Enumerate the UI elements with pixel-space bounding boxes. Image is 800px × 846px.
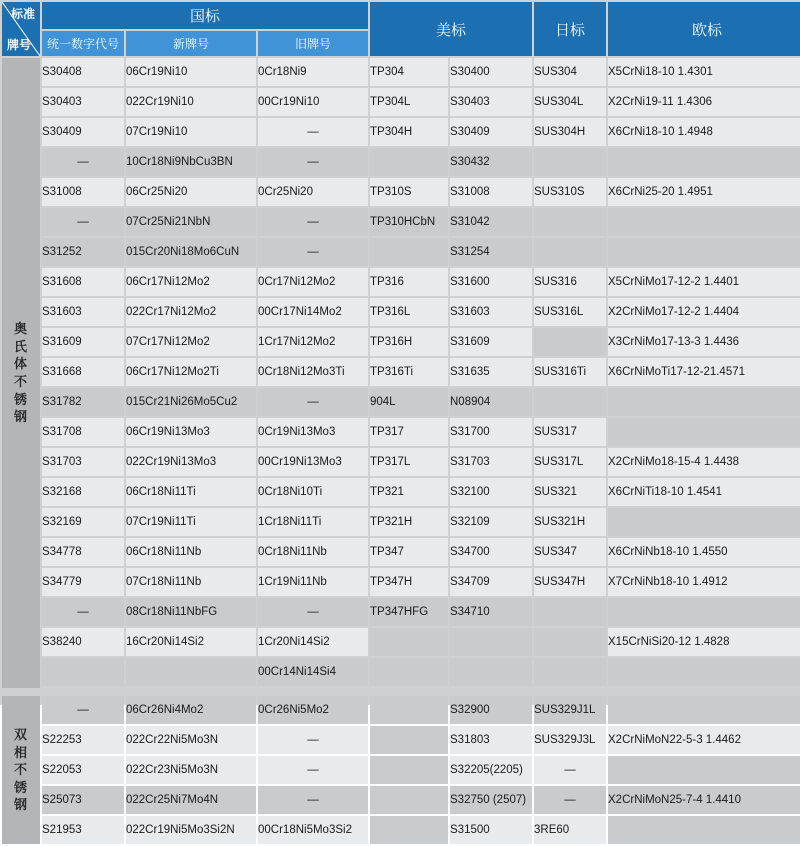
table-cell: SUS347H	[534, 568, 606, 596]
table-cell: SUS329J3L	[534, 726, 606, 754]
corner-header	[2, 2, 40, 56]
table-cell: SUS304H	[534, 118, 606, 146]
table-cell: —	[42, 598, 124, 626]
table-cell: —	[258, 726, 368, 754]
table-cell: S34778	[42, 538, 124, 566]
table-cell: S30409	[42, 118, 124, 146]
table-cell-empty	[608, 756, 800, 784]
table-row	[2, 756, 800, 784]
table-body	[2, 58, 800, 844]
table-cell: X6CrNi25-20 1.4951	[608, 178, 800, 206]
table-cell: —	[42, 148, 124, 176]
table-cell: S31703	[42, 448, 124, 476]
table-cell-empty	[370, 658, 448, 686]
table-cell: TP316Ti	[370, 358, 448, 386]
table-cell: X5CrNiMo17-12-2 1.4401	[608, 268, 800, 296]
table-cell: —	[258, 148, 368, 176]
table-cell: X2CrNiMoN22-5-3 1.4462	[608, 726, 800, 754]
subheader-unified-code: 统一数字代号	[42, 31, 124, 56]
table-row	[2, 118, 800, 146]
table-cell: 07Cr19Ni10	[126, 118, 256, 146]
table-cell: —	[258, 786, 368, 814]
table-cell: S32168	[42, 478, 124, 506]
table-row	[2, 598, 800, 626]
table-cell-empty	[608, 238, 800, 266]
table-cell: SUS316Ti	[534, 358, 606, 386]
table-cell: TP304H	[370, 118, 448, 146]
group-header-gb: 国标	[42, 2, 368, 29]
table-cell: 06Cr25Ni20	[126, 178, 256, 206]
table-row	[2, 238, 800, 266]
table-row	[2, 208, 800, 236]
table-cell-empty	[534, 328, 606, 356]
table-cell: S22053	[42, 756, 124, 784]
table-cell: S31668	[42, 358, 124, 386]
table-cell-empty	[534, 388, 606, 416]
group-header-en: 欧标	[608, 2, 800, 56]
table-cell-empty	[534, 598, 606, 626]
table-cell: S32169	[42, 508, 124, 536]
header-row-top	[2, 2, 800, 29]
table-cell: 06Cr17Ni12Mo2Ti	[126, 358, 256, 386]
table-cell: 06Cr18Ni11Ti	[126, 478, 256, 506]
table-cell: S31500	[450, 816, 532, 844]
table-cell-empty	[608, 418, 800, 446]
table-cell: S30432	[450, 148, 532, 176]
table-cell: —	[258, 208, 368, 236]
table-row	[2, 88, 800, 116]
table-cell: S30409	[450, 118, 532, 146]
table-cell: X5CrNi18-10 1.4301	[608, 58, 800, 86]
table-cell: 0Cr19Ni13Mo3	[258, 418, 368, 446]
table-cell-empty	[126, 658, 256, 686]
table-cell: —	[258, 756, 368, 784]
table-cell: 022Cr19Ni13Mo3	[126, 448, 256, 476]
table-cell: S22253	[42, 726, 124, 754]
table-cell: S31782	[42, 388, 124, 416]
table-cell: 022Cr23Ni5Mo3N	[126, 756, 256, 784]
table-cell: SUS321H	[534, 508, 606, 536]
table-cell: 07Cr19Ni11Ti	[126, 508, 256, 536]
table-cell: S32109	[450, 508, 532, 536]
table-row	[2, 328, 800, 356]
subheader-new-grade: 新牌号	[126, 31, 256, 56]
table-cell: X2CrNi19-11 1.4306	[608, 88, 800, 116]
table-row	[2, 696, 800, 724]
table-row	[2, 178, 800, 206]
table-cell-empty	[370, 756, 448, 784]
table-cell-empty	[608, 388, 800, 416]
table-cell-empty	[608, 598, 800, 626]
table-cell: 1Cr19Ni11Nb	[258, 568, 368, 596]
table-row	[2, 388, 800, 416]
table-cell: S31609	[450, 328, 532, 356]
table-cell: S32100	[450, 478, 532, 506]
table-cell: SUS316L	[534, 298, 606, 326]
table-cell: TP347HFG	[370, 598, 448, 626]
table-cell: SUS304L	[534, 88, 606, 116]
table-cell-empty	[608, 816, 800, 844]
table-cell: S34710	[450, 598, 532, 626]
table-cell-empty	[370, 726, 448, 754]
table-cell: S31703	[450, 448, 532, 476]
table-cell: SUS347	[534, 538, 606, 566]
table-row	[2, 658, 800, 686]
table-cell: —	[42, 696, 124, 724]
table-cell: 08Cr18Ni11NbFG	[126, 598, 256, 626]
table-cell: 0Cr18Ni9	[258, 58, 368, 86]
table-cell: S30403	[42, 88, 124, 116]
table-cell-empty	[370, 696, 448, 724]
table-cell: X6CrNi18-10 1.4948	[608, 118, 800, 146]
table-row	[2, 786, 800, 814]
table-cell-empty	[370, 238, 448, 266]
table-cell: 07Cr25Ni21NbN	[126, 208, 256, 236]
table-cell-empty	[534, 148, 606, 176]
table-cell: S31254	[450, 238, 532, 266]
table-cell: 3RE60	[534, 816, 606, 844]
table-cell: TP316H	[370, 328, 448, 356]
table-cell: X7CrNiNb18-10 1.4912	[608, 568, 800, 596]
table-cell: —	[534, 756, 606, 784]
table-cell: 00Cr17Ni14Mo2	[258, 298, 368, 326]
table-cell: 16Cr20Ni14Si2	[126, 628, 256, 656]
table-cell: 1Cr17Ni12Mo2	[258, 328, 368, 356]
table-cell-empty	[534, 208, 606, 236]
table-cell: 06Cr18Ni11Nb	[126, 538, 256, 566]
table-cell: 00Cr19Ni13Mo3	[258, 448, 368, 476]
table-cell: S34709	[450, 568, 532, 596]
table-cell: 10Cr18Ni9NbCu3BN	[126, 148, 256, 176]
table-cell: S32750 (2507)	[450, 786, 532, 814]
category-cell	[2, 696, 40, 844]
table-cell: TP321	[370, 478, 448, 506]
table-cell: SUS329J1L	[534, 696, 606, 724]
table-cell: 022Cr25Ni7Mo4N	[126, 786, 256, 814]
category-cell	[2, 58, 40, 688]
table-cell-empty	[450, 658, 532, 686]
table-row	[2, 448, 800, 476]
table-cell-empty	[534, 238, 606, 266]
table-cell: X2CrNiMoN25-7-4 1.4410	[608, 786, 800, 814]
table-cell: —	[258, 388, 368, 416]
table-cell: X6CrNiMoTi17-12-21.4571	[608, 358, 800, 386]
table-cell: SUS316	[534, 268, 606, 296]
table-cell: S32205(2205)	[450, 756, 532, 784]
table-cell: SUS317L	[534, 448, 606, 476]
table-cell: S31252	[42, 238, 124, 266]
table-cell: 06Cr19Ni10	[126, 58, 256, 86]
group-header-jis: 日标	[534, 2, 606, 56]
table-cell-empty	[370, 628, 448, 656]
table-row	[2, 418, 800, 446]
table-cell: 022Cr19Ni10	[126, 88, 256, 116]
table-cell: 904L	[370, 388, 448, 416]
table-cell-empty	[534, 658, 606, 686]
table-cell: 06Cr19Ni13Mo3	[126, 418, 256, 446]
table-cell: SUS321	[534, 478, 606, 506]
table-cell: S31600	[450, 268, 532, 296]
table-cell: S30403	[450, 88, 532, 116]
table-cell: 0Cr18Ni10Ti	[258, 478, 368, 506]
category-label: 双相不锈钢	[13, 727, 28, 813]
table-cell: S25073	[42, 786, 124, 814]
table-cell-empty	[450, 628, 532, 656]
table-cell: TP317	[370, 418, 448, 446]
table-cell: S31803	[450, 726, 532, 754]
table-cell: X6CrNiTi18-10 1.4541	[608, 478, 800, 506]
table-cell-empty	[608, 696, 800, 724]
table-cell: 0Cr18Ni12Mo3Ti	[258, 358, 368, 386]
table-cell: TP317L	[370, 448, 448, 476]
table-row	[2, 268, 800, 296]
table-cell: 015Cr20Ni18Mo6CuN	[126, 238, 256, 266]
table-cell: S30400	[450, 58, 532, 86]
table-cell: 0Cr25Ni20	[258, 178, 368, 206]
table-cell: TP347	[370, 538, 448, 566]
table-cell-empty	[608, 658, 800, 686]
table-cell: 015Cr21Ni26Mo5Cu2	[126, 388, 256, 416]
table-cell-empty	[608, 148, 800, 176]
subheader-old-grade: 旧牌号	[258, 31, 368, 56]
table-cell-empty	[370, 786, 448, 814]
corner-label-grade: 牌号	[7, 38, 32, 52]
table-cell-empty	[370, 148, 448, 176]
section-spacer	[2, 690, 800, 694]
table-cell: 00Cr14Ni14Si4	[258, 658, 368, 686]
group-header-astm: 美标	[370, 2, 532, 56]
table-cell: —	[42, 208, 124, 236]
table-cell: —	[258, 238, 368, 266]
table-cell: SUS304	[534, 58, 606, 86]
table-cell: 06Cr17Ni12Mo2	[126, 268, 256, 296]
table-cell: —	[534, 786, 606, 814]
table-cell: S31635	[450, 358, 532, 386]
table-cell: S38240	[42, 628, 124, 656]
table-row	[2, 816, 800, 844]
table-cell: TP321H	[370, 508, 448, 536]
table-cell: 0Cr17Ni12Mo2	[258, 268, 368, 296]
table-header	[2, 2, 800, 56]
table-cell: N08904	[450, 388, 532, 416]
table-cell: TP304L	[370, 88, 448, 116]
table-cell-empty	[608, 508, 800, 536]
table-cell: TP304	[370, 58, 448, 86]
table-cell: 00Cr18Ni5Mo3Si2	[258, 816, 368, 844]
table-cell: 07Cr17Ni12Mo2	[126, 328, 256, 356]
table-cell-empty	[42, 658, 124, 686]
table-cell: 1Cr20Ni14Si2	[258, 628, 368, 656]
table-cell: X15CrNiSi20-12 1.4828	[608, 628, 800, 656]
table-row	[2, 726, 800, 754]
table-row	[2, 538, 800, 566]
table-row	[2, 628, 800, 656]
table-cell: 0Cr18Ni11Nb	[258, 538, 368, 566]
table-cell: SUS310S	[534, 178, 606, 206]
table-cell: X3CrNiMo17-13-3 1.4436	[608, 328, 800, 356]
table-cell: S34700	[450, 538, 532, 566]
table-row	[2, 358, 800, 386]
table-cell: S30408	[42, 58, 124, 86]
table-cell: S31708	[42, 418, 124, 446]
table-cell: S31603	[450, 298, 532, 326]
table-cell: S21953	[42, 816, 124, 844]
table-cell: TP310HCbN	[370, 208, 448, 236]
table-cell: 022Cr17Ni12Mo2	[126, 298, 256, 326]
category-label: 奥氏体不锈钢	[13, 321, 28, 425]
table-cell: TP316L	[370, 298, 448, 326]
table-cell: S31042	[450, 208, 532, 236]
table-cell: 06Cr26Ni4Mo2	[126, 696, 256, 724]
table-cell: TP347H	[370, 568, 448, 596]
table-cell: 1Cr18Ni11Ti	[258, 508, 368, 536]
table-cell: X6CrNiNb18-10 1.4550	[608, 538, 800, 566]
table-cell: 022Cr22Ni5Mo3N	[126, 726, 256, 754]
table-cell-empty	[370, 816, 448, 844]
table-cell: 07Cr18Ni11Nb	[126, 568, 256, 596]
table-cell: TP316	[370, 268, 448, 296]
table-row	[2, 148, 800, 176]
table-cell: —	[258, 598, 368, 626]
table-cell: —	[258, 118, 368, 146]
table-cell-empty	[534, 628, 606, 656]
table-cell: SUS317	[534, 418, 606, 446]
table-cell: S31700	[450, 418, 532, 446]
table-row	[2, 298, 800, 326]
corner-label-standard: 标准	[10, 7, 35, 21]
table-row	[2, 508, 800, 536]
table-row	[2, 478, 800, 506]
table-cell: S31008	[42, 178, 124, 206]
table-cell: S31608	[42, 268, 124, 296]
table-cell: 00Cr19Ni10	[258, 88, 368, 116]
table-row	[2, 568, 800, 596]
table-cell: S34779	[42, 568, 124, 596]
table-cell: S31609	[42, 328, 124, 356]
table-row	[2, 58, 800, 86]
table-cell: S31603	[42, 298, 124, 326]
table-cell: S32900	[450, 696, 532, 724]
table-cell: 0Cr26Ni5Mo2	[258, 696, 368, 724]
table-cell: S31008	[450, 178, 532, 206]
table-cell: 022Cr19Ni5Mo3Si2N	[126, 816, 256, 844]
table-cell: X2CrNiMo17-12-2 1.4404	[608, 298, 800, 326]
table-cell: TP310S	[370, 178, 448, 206]
table-cell-empty	[608, 208, 800, 236]
table-cell: X2CrNiMo18-15-4 1.4438	[608, 448, 800, 476]
